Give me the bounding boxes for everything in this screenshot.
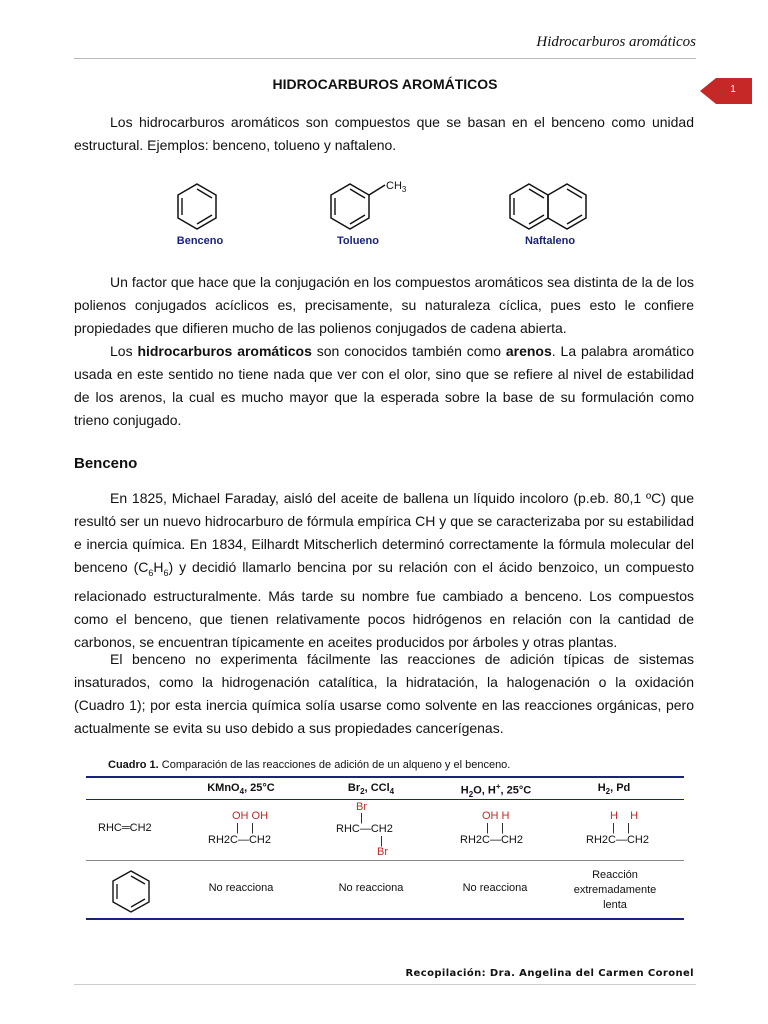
- column-br2: $Br_2$, CCl$_4$: [347, 782, 395, 797]
- reactivity-paragraph: El benceno no experimenta fácilmente las reacciones de adición típicas de sistemas insaturados, como la hidrogenación catalítica, la hidratación, la halogenación o la oxidación (Cuadro 1); por esta inercia química solía usarse como solvente en las reacciones orgánicas, pero actualmente se evita su uso debido a sus propiedades cancerígenas.: [74, 651, 694, 736]
- h2o-product-bottom: RH2C—CH2: [460, 834, 523, 846]
- document-title: HIDROCARBUROS AROMÁTICOS: [272, 76, 498, 92]
- arenos-paragraph: Los hidrocarburos aromáticos son conocidos también como arenos. La palabra aromático usada en este sentido no tiene nada que ver con el olor, sino que se refiere al nivel de estabilidad de los arenos, la cual es mucho mayor que la esperada sobre la base de su formulación como trieno conjugado.: [74, 343, 694, 428]
- kmno4-product-bottom: RH2C—CH2: [208, 834, 271, 846]
- br-bond-top: |: [360, 812, 363, 824]
- toluene-label: Tolueno: [337, 235, 379, 247]
- footer-divider: [74, 984, 696, 985]
- term-arenos: arenos: [505, 343, 552, 359]
- h2o-benzene-result: No reacciona: [462, 882, 528, 894]
- h2-bonds: | |: [612, 822, 630, 834]
- h2-product-top: H H: [610, 810, 639, 822]
- h2-benzene-result: Reacción extremadamente lenta: [573, 869, 657, 911]
- alkene-reactant: RHC═CH2: [98, 822, 152, 834]
- benzene-structure: [172, 180, 222, 234]
- benzene-label: Benceno: [176, 235, 224, 247]
- kmno4-bonds: | |: [236, 822, 254, 834]
- header-divider: [74, 58, 696, 59]
- h2o-bonds: | |: [486, 822, 504, 834]
- section-heading-benceno: Benceno: [74, 455, 138, 472]
- running-header: Hidrocarburos aromáticos: [536, 34, 696, 50]
- toluene-structure: [325, 180, 395, 234]
- table-benzene-structure: [108, 868, 154, 916]
- table-header-rule: [86, 799, 684, 800]
- benzene-formula: $C_6H_6$: [138, 559, 169, 578]
- h2-product-bottom: RH2C—CH2: [586, 834, 649, 846]
- table-bottom-rule: [86, 918, 684, 920]
- h2o-product-top: OH H: [482, 810, 510, 822]
- br-product-mid: RHC—CH2: [336, 823, 393, 835]
- page-number: 1: [730, 84, 736, 95]
- toluene-methyl-group: $CH_3$: [386, 180, 407, 195]
- footer-credit: Recopilación: Dra. Angelina del Carmen Coronel: [405, 968, 694, 979]
- kmno4-benzene-result: No reacciona: [208, 882, 274, 894]
- table-row-rule: [86, 860, 684, 861]
- br-product-top: Br: [356, 801, 367, 813]
- br2-benzene-result: No reacciona: [338, 882, 404, 894]
- intro-paragraph: Los hidrocarburos aromáticos son compuestos que se basan en el benceno como unidad estructural. Ejemplos: benceno, tolueno y naftaleno.: [74, 114, 694, 153]
- column-h2o: $H_2O$, H+, 25°C: [460, 782, 532, 799]
- naphthalene-structure: [508, 180, 592, 234]
- br-bond-bottom: |: [380, 835, 383, 847]
- table-top-rule: [86, 776, 684, 778]
- page-number-tab: [700, 76, 752, 106]
- table-caption: Cuadro 1. Comparación de las reacciones de adición de un alqueno y el benceno.: [108, 759, 511, 771]
- naphthalene-label: Naftaleno: [524, 235, 576, 247]
- br-product-bottom: Br: [377, 846, 388, 858]
- column-kmno4: KMnO$_4$, 25°C: [207, 782, 275, 797]
- term-hidrocarburos: hidrocarburos aromáticos: [137, 343, 312, 359]
- history-paragraph: En 1825, Michael Faraday, aisló del aceite de ballena un líquido incoloro (p.eb. 80,1 ºC) que resultó ser un nuevo hidrocarburo de fórmula empírica CH y que se caracterizaba por su estabilidad e inercia química. En 1834, Eilhardt Mitscherlich determinó correctamente la fórmula molecular del benceno $(C_6H_6)$ y decidió llamarlo bencina por su relación con el ácido benzoico, un compuesto relacionado estructuralmente. Más tarde su nombre fue cambiado a benceno. Los compuestos como el benceno, que tienen relativamente pocos hidrógenos en relación con la cantidad de carbonos, se encuentran típicamente en aceites producidos por árboles y otras plantas.: [74, 490, 694, 650]
- conjugation-paragraph: Un factor que hace que la conjugación en los compuestos aromáticos sea distinta de la de los polienos conjugados acíclicos es, precisamente, su naturaleza cíclica, pues esto le confiere propiedades que difieren mucho de las polienos conjugados de cadena abierta.: [74, 274, 694, 336]
- column-h2-pd: $H_2$, Pd: [597, 782, 631, 797]
- kmno4-product-top: OH OH: [232, 810, 269, 822]
